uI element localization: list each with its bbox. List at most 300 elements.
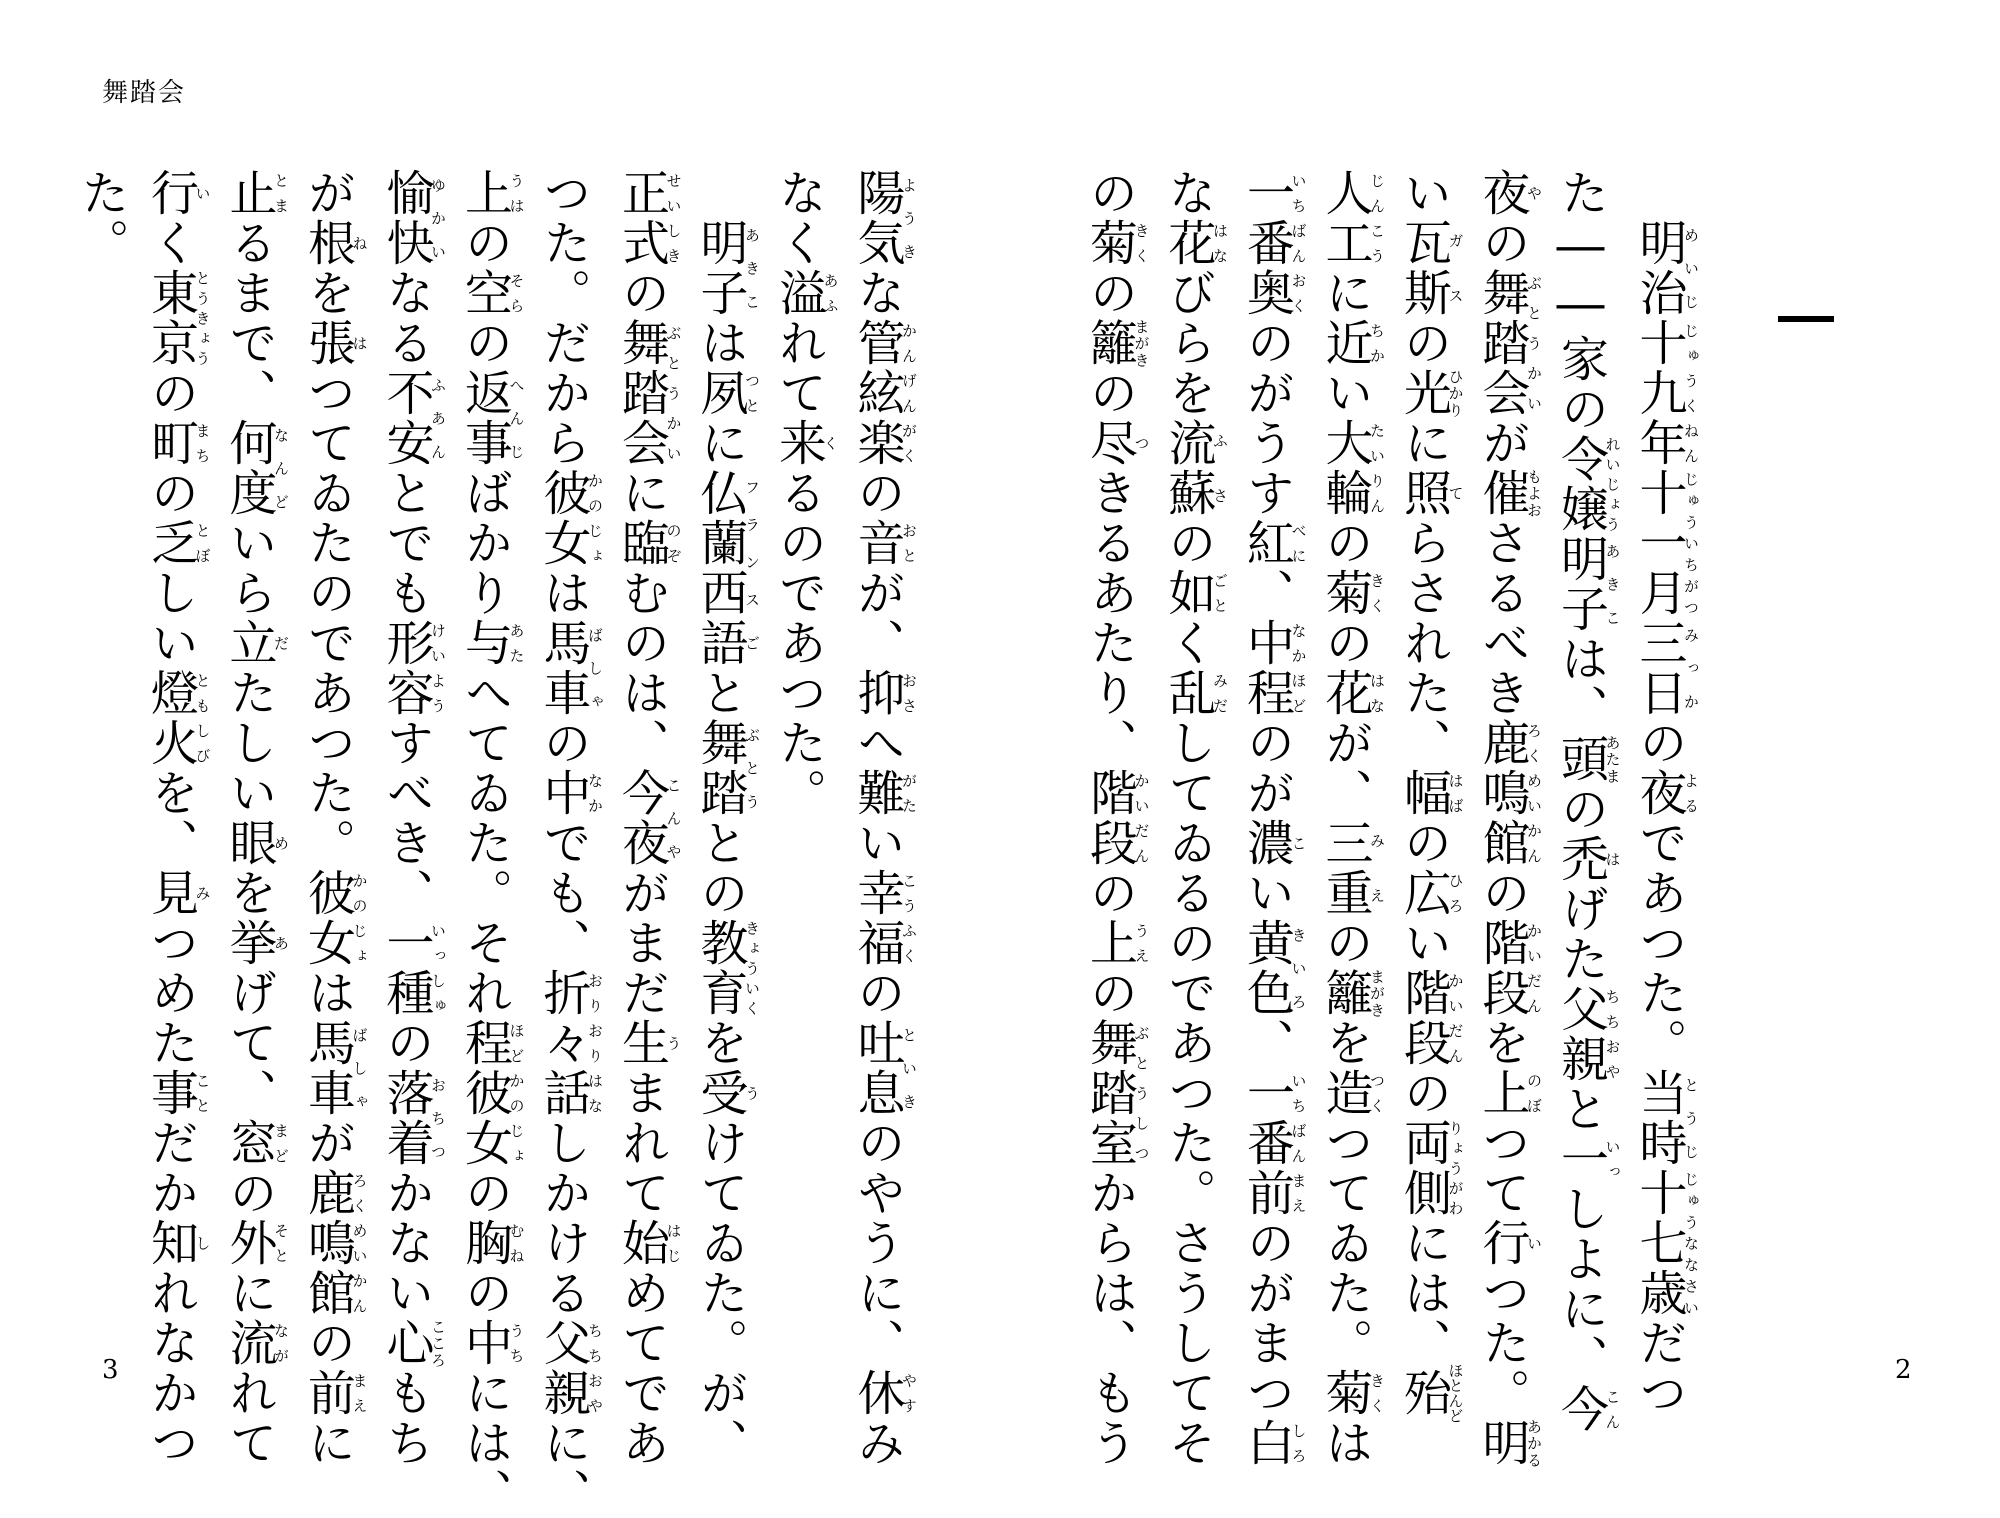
text-run: の: [613, 268, 670, 318]
furigana: ろくめいかん: [350, 1168, 369, 1318]
ruby-word: 鹿鳴館ろくめいかん: [299, 1168, 369, 1318]
ruby-word: 尽つ: [1081, 418, 1151, 468]
furigana: ろくめいかん: [1525, 718, 1543, 868]
furigana: うえ: [1132, 918, 1151, 968]
text-run: の: [849, 468, 905, 518]
ruby-word: 張は: [299, 318, 369, 368]
furigana: ちちおや: [586, 1318, 604, 1418]
furigana: こ: [1289, 818, 1308, 868]
furigana: へんじ: [507, 368, 526, 468]
furigana: せいしき: [664, 168, 683, 268]
furigana: なが: [272, 1318, 290, 1368]
furigana: ご: [743, 618, 761, 668]
text-column: [1160, 168, 1229, 1468]
furigana: まえ: [350, 1368, 369, 1418]
furigana: まがき: [1368, 968, 1386, 1018]
furigana: べに: [1289, 518, 1308, 568]
ruby-word: 父親ちちおや: [1552, 984, 1622, 1084]
ruby-word: 大輪たいりん: [1317, 418, 1386, 518]
furigana: ようき: [900, 168, 918, 268]
ruby-word: 陽気ようき: [849, 168, 918, 268]
text-run: のがうす: [1238, 318, 1295, 518]
text-run: な: [1160, 168, 1216, 218]
chapter-mark-text: [1778, 316, 1779, 317]
text-column: [70, 168, 132, 1318]
furigana: あきこ: [1603, 534, 1622, 634]
furigana: は: [1603, 834, 1622, 884]
furigana: とぼ: [193, 518, 212, 568]
ruby-word: 彼女かのじょ: [456, 1068, 526, 1168]
ruby-word: 十九年じゅうくねん: [1631, 318, 1700, 468]
text-run: に、: [535, 1418, 591, 1518]
ruby-word: 階段かいだん: [1395, 968, 1465, 1068]
furigana: ぶとうしつ: [1132, 1018, 1151, 1168]
text-run: まれて: [613, 1068, 670, 1218]
furigana: ふさ: [1211, 418, 1229, 518]
text-run: もち: [378, 1368, 434, 1468]
ruby-word: 与あた: [456, 618, 526, 668]
text-run: には、: [456, 1368, 513, 1518]
furigana: むね: [507, 1218, 526, 1268]
furigana: て: [1446, 468, 1465, 518]
furigana: かのじょ: [507, 1068, 526, 1168]
text-run: を: [1317, 1018, 1373, 1068]
furigana: いっ: [1603, 1134, 1622, 1184]
ruby-word: 三日みっか: [1631, 618, 1700, 718]
ruby-word: 正式せいしき: [613, 168, 683, 268]
text-run: の: [1081, 368, 1138, 418]
furigana: かのじょ: [350, 868, 369, 968]
ruby-word: 一いっ: [1552, 1134, 1622, 1184]
text-run: た。: [73, 168, 129, 268]
text-run: の: [1631, 718, 1687, 768]
furigana: ばしゃ: [586, 618, 604, 718]
ruby-word: 舞踏会ぶとうかい: [613, 318, 683, 468]
furigana: ばしゃ: [350, 1018, 369, 1118]
ruby-word: 広ひろ: [1395, 868, 1465, 918]
furigana: とうじ: [1682, 1068, 1700, 1168]
text-run: の: [1317, 618, 1373, 668]
ruby-word: 一種いっしゅ: [378, 918, 447, 1018]
furigana: あかる: [1525, 1418, 1543, 1468]
furigana: みっか: [1682, 618, 1700, 718]
text-run: であつた。: [1631, 818, 1687, 1068]
ruby-word: 燈火ともしび: [142, 668, 212, 768]
ruby-word: 照て: [1395, 468, 1465, 518]
text-run: でも、: [535, 818, 591, 968]
ruby-word: 管絃楽かんげんがく: [849, 318, 918, 468]
text-run: しい: [142, 568, 199, 668]
text-run: い: [849, 818, 905, 868]
ruby-word: 見み: [142, 868, 212, 918]
furigana: はば: [1446, 768, 1465, 818]
text-run: かない: [378, 1168, 434, 1318]
furigana: れいじょう: [1603, 434, 1622, 534]
furigana: あきこ: [743, 218, 761, 318]
text-run: に: [221, 1268, 277, 1318]
furigana: きいろ: [1289, 918, 1308, 1018]
ruby-word: 一番奥いちばんおく: [1238, 168, 1308, 318]
text-run: は: [299, 968, 356, 1018]
ruby-word: 夜や: [1474, 168, 1543, 218]
furigana: あた: [507, 618, 526, 668]
ruby-word: 東京とうきょう: [142, 268, 212, 368]
text-run: が: [299, 1118, 356, 1168]
furigana: あたま: [1603, 734, 1622, 784]
furigana: ガス: [1446, 218, 1465, 318]
ruby-word: 窓まど: [221, 1118, 290, 1168]
furigana: つ: [1132, 418, 1151, 468]
furigana: ひかり: [1446, 368, 1465, 418]
text-run: びらを: [1160, 268, 1216, 418]
furigana: はな: [586, 1068, 604, 1118]
furigana: もよお: [1525, 468, 1543, 518]
ruby-word: 愉快ゆかい: [378, 168, 447, 268]
furigana: がた: [900, 768, 918, 818]
furigana: こころ: [429, 1318, 447, 1368]
text-run: の: [221, 1168, 277, 1218]
text-run: なく: [770, 168, 827, 268]
text-run: なる: [378, 268, 434, 368]
text-run: を: [221, 868, 277, 918]
ruby-word: 明あかる: [1474, 1418, 1543, 1468]
furigana: みえ: [1368, 818, 1386, 918]
furigana: きく: [1368, 568, 1386, 618]
ruby-word: 催もよお: [1474, 468, 1543, 518]
furigana: こんや: [664, 768, 683, 868]
furigana: きく: [1132, 218, 1151, 268]
ruby-word: 幸福こうふく: [849, 868, 918, 968]
text-run: つた。: [1474, 1268, 1530, 1418]
ruby-word: 始はじ: [613, 1218, 683, 1268]
furigana: おと: [900, 518, 918, 568]
ruby-word: 知し: [142, 1218, 212, 1268]
text-run: いら: [221, 518, 277, 618]
text-run: の: [456, 218, 513, 268]
ruby-word: 根ね: [299, 218, 369, 268]
text-run: の: [849, 968, 905, 1018]
ruby-word: 一番前いちばんまえ: [1238, 1068, 1308, 1218]
ruby-word: 今夜こんや: [613, 768, 683, 868]
furigana: ほとんど: [1446, 1363, 1465, 1423]
text-run: [692, 168, 748, 218]
furigana: いちばんまえ: [1289, 1068, 1308, 1218]
ruby-word: 上のぼ: [1474, 1068, 1543, 1118]
text-run: の: [1474, 218, 1530, 268]
text-run: たしい: [221, 668, 277, 818]
ruby-word: 受う: [692, 1068, 761, 1118]
ruby-word: 中なか: [535, 768, 604, 818]
text-run: の: [1395, 1068, 1452, 1118]
text-run: すべき、: [378, 718, 434, 918]
ruby-word: 落着おちつ: [378, 1068, 447, 1168]
text-run: が: [1474, 418, 1530, 468]
text-run: さるべき: [1474, 518, 1530, 718]
text-run: の: [299, 1318, 356, 1368]
text-run: つめた: [142, 918, 199, 1068]
furigana: ぶとう: [743, 718, 761, 818]
ruby-word: 馬車ばしゃ: [535, 618, 604, 718]
ruby-word: 頭あたま: [1552, 734, 1622, 784]
furigana: かいだん: [1446, 968, 1465, 1068]
furigana: や: [1525, 168, 1543, 218]
text-run: るのであつた。: [770, 468, 827, 818]
text-run: げて、: [221, 968, 277, 1118]
text-run: しよに、: [1552, 1184, 1609, 1384]
furigana: かんげんがく: [900, 318, 918, 468]
ruby-word: 流蘇ふさ: [1160, 418, 1229, 518]
furigana: なかほど: [1289, 618, 1308, 718]
text-run: を: [299, 268, 356, 318]
text-run: く: [142, 218, 199, 268]
text-run: の: [456, 1268, 513, 1318]
furigana: かいだん: [1525, 918, 1543, 1018]
furigana: ごと: [1211, 568, 1229, 618]
text-run: の: [1474, 868, 1530, 918]
text-column: [456, 168, 526, 1518]
ruby-word: 夙つと: [692, 368, 761, 418]
text-run: の: [1552, 784, 1609, 834]
ruby-word: 胸むね: [456, 1218, 526, 1268]
ruby-word: 中程なかほど: [1238, 618, 1308, 718]
furigana: おちつ: [429, 1068, 447, 1168]
furigana: きく: [1368, 1368, 1386, 1418]
ruby-word: 返事へんじ: [456, 368, 526, 468]
ruby-word: 階段かいだん: [1474, 918, 1543, 1018]
furigana: りょうがわ: [1446, 1118, 1465, 1218]
ruby-word: 令嬢れいじょう: [1552, 434, 1622, 534]
text-column: [378, 168, 447, 1468]
text-column: [535, 168, 604, 1518]
text-column: [1317, 168, 1386, 1468]
furigana: よる: [1682, 768, 1700, 818]
furigana: ひろ: [1446, 868, 1465, 918]
furigana: フランス: [743, 468, 761, 618]
furigana: う: [743, 1068, 761, 1118]
ruby-word: 階段かいだん: [1081, 768, 1151, 868]
furigana: かのじょ: [586, 468, 604, 568]
ruby-word: 籬まがき: [1317, 968, 1386, 1018]
ruby-word: 事こと: [142, 1068, 212, 1118]
ruby-word: 禿は: [1552, 834, 1622, 884]
furigana: ちか: [1368, 318, 1386, 368]
furigana: い: [193, 168, 212, 218]
text-run: の: [1081, 268, 1138, 318]
text-column: [692, 168, 761, 1468]
ruby-word: 菊きく: [1081, 218, 1151, 268]
ruby-word: 光ひかり: [1395, 368, 1465, 418]
furigana: なんど: [272, 418, 290, 518]
ruby-word: 幅はば: [1395, 768, 1465, 818]
ruby-word: 舞踏会ぶとうかい: [1474, 268, 1543, 418]
furigana: めいじ: [1682, 218, 1700, 318]
text-run: の: [142, 368, 199, 418]
ruby-word: 不安ふあん: [378, 368, 447, 468]
ruby-word: 黄色きいろ: [1238, 918, 1308, 1018]
furigana: うち: [507, 1318, 526, 1368]
ruby-word: 花はな: [1160, 218, 1229, 268]
furigana: とま: [272, 168, 290, 218]
furigana: こん: [1603, 1384, 1622, 1434]
ruby-word: 仏蘭西フランス: [692, 468, 761, 618]
ruby-word: 人工じんこう: [1317, 168, 1386, 268]
furigana: ちちおや: [1603, 984, 1622, 1084]
ruby-word: 来く: [770, 418, 840, 468]
text-run: の: [1081, 168, 1138, 218]
ruby-word: 殆ほとんど: [1395, 1363, 1465, 1423]
furigana: まち: [193, 418, 212, 468]
text-run: へ: [849, 718, 905, 768]
text-run: つて: [1474, 1118, 1530, 1218]
text-column: [221, 168, 290, 1468]
text-run: は: [692, 318, 748, 368]
text-run: つてゐたのであつた。: [299, 368, 356, 868]
furigana: い: [1525, 1218, 1543, 1268]
furigana: つく: [1368, 1068, 1386, 1118]
ruby-word: 如ごと: [1160, 568, 1229, 618]
furigana: はな: [1211, 218, 1229, 268]
ruby-word: 抑おさ: [849, 668, 918, 718]
text-run: きるあたり、: [1081, 468, 1138, 768]
furigana: みだ: [1211, 668, 1229, 718]
text-run: むのは、: [613, 568, 670, 768]
text-run: い: [1395, 168, 1452, 218]
furigana: やす: [900, 1368, 918, 1418]
text-run: い: [1238, 868, 1295, 918]
ruby-word: 立だ: [221, 618, 290, 668]
text-run: た――家の: [1552, 168, 1609, 434]
chapter-mark: [1778, 316, 1834, 322]
furigana: つと: [743, 368, 761, 418]
text-run: の: [456, 1168, 513, 1218]
furigana: は: [350, 318, 369, 368]
ruby-word: 彼女かのじょ: [535, 468, 604, 568]
text-run: 、: [1238, 568, 1295, 618]
text-run: 、: [1238, 1018, 1295, 1068]
text-run: の: [535, 718, 591, 768]
text-run: が: [299, 168, 356, 218]
ruby-word: 難がた: [849, 768, 918, 818]
ruby-word: 臨のぞ: [613, 518, 683, 568]
furigana: そと: [272, 1218, 290, 1268]
text-run: の: [1395, 818, 1452, 868]
text-run: を、: [142, 768, 199, 868]
furigana: おさ: [900, 668, 918, 718]
text-run: れて: [770, 318, 827, 418]
text-column: [1395, 168, 1465, 1423]
ruby-word: 花はな: [1317, 668, 1386, 718]
ruby-word: 外そと: [221, 1218, 290, 1268]
text-run: してゐるのであつた。さうしてそ: [1160, 718, 1216, 1468]
text-run: だか: [142, 1118, 199, 1218]
ruby-word: 行い: [1474, 1218, 1543, 1268]
ruby-word: 濃こ: [1238, 818, 1308, 868]
text-run: の: [1081, 968, 1138, 1018]
text-run: けてゐた。が、: [692, 1118, 748, 1468]
ruby-word: 菊きく: [1317, 568, 1386, 618]
ruby-word: 三重みえ: [1317, 818, 1386, 918]
furigana: たいりん: [1368, 418, 1386, 518]
text-column: [849, 168, 918, 1468]
text-run: に: [299, 1418, 356, 1468]
text-run: だつ: [1631, 1318, 1687, 1418]
furigana: とうきょう: [193, 268, 212, 368]
furigana: そら: [507, 268, 526, 318]
text-run: と: [692, 668, 748, 718]
furigana: ともしび: [193, 668, 212, 768]
text-run: [1631, 168, 1687, 218]
text-run: れなかつ: [142, 1268, 199, 1468]
text-run: のが: [1238, 718, 1295, 818]
text-run: との: [692, 818, 748, 918]
furigana: はな: [1368, 668, 1386, 718]
ruby-word: 今こん: [1552, 1384, 1622, 1434]
ruby-word: 前まえ: [299, 1368, 369, 1418]
text-run: げた: [1552, 884, 1609, 984]
furigana: み: [193, 868, 212, 918]
ruby-word: 吐息といき: [849, 1018, 918, 1118]
text-run: の: [1081, 868, 1138, 918]
furigana: こと: [193, 1068, 212, 1118]
furigana: ふあん: [429, 368, 447, 468]
furigana: あふ: [821, 268, 840, 318]
ruby-word: 上うえ: [1081, 918, 1151, 968]
furigana: ね: [350, 218, 369, 268]
text-run: れて: [221, 1368, 277, 1468]
ruby-word: 造つく: [1317, 1068, 1386, 1118]
text-column: [1474, 168, 1543, 1468]
text-column: [1238, 168, 1308, 1468]
text-run: に: [1395, 418, 1452, 468]
furigana: うは: [507, 168, 526, 218]
ruby-word: 当時とうじ: [1631, 1068, 1700, 1168]
ruby-word: 明子あきこ: [692, 218, 761, 318]
text-run: の: [1317, 518, 1373, 568]
text-run: に: [1317, 268, 1373, 318]
text-run: つてゐた。: [1317, 1118, 1373, 1368]
ruby-word: 彼女かのじょ: [299, 868, 369, 968]
ruby-word: 止とま: [221, 168, 290, 218]
furigana: め: [272, 818, 290, 868]
ruby-word: 父親ちちおや: [535, 1318, 604, 1418]
furigana: じゅうななさい: [1682, 1168, 1700, 1318]
text-run: な: [849, 268, 905, 318]
ruby-word: 空そら: [456, 268, 526, 318]
furigana: こうふく: [900, 868, 918, 968]
ruby-word: 心こころ: [378, 1318, 447, 1368]
ruby-word: 語ご: [692, 618, 761, 668]
furigana: ほど: [507, 1018, 526, 1068]
text-column: [142, 168, 212, 1468]
text-run: のやうに、: [849, 1118, 905, 1368]
furigana: だ: [272, 618, 290, 668]
text-run: に: [692, 418, 748, 468]
ruby-word: 舞踏ぶとう: [692, 718, 761, 818]
furigana: し: [193, 1218, 212, 1268]
text-run: とでも: [378, 468, 434, 618]
furigana: あ: [272, 918, 290, 968]
text-run: の: [1395, 318, 1452, 368]
furigana: じゅういちがつ: [1682, 468, 1700, 618]
ruby-word: 乏とぼ: [142, 518, 212, 568]
furigana: じんこう: [1368, 168, 1386, 268]
ruby-word: 乱みだ: [1160, 668, 1229, 718]
text-run: からは、もう: [1081, 1168, 1138, 1468]
text-run: が、: [849, 568, 905, 668]
text-run: と: [1552, 1084, 1609, 1134]
ruby-word: 馬車ばしゃ: [299, 1018, 369, 1118]
ruby-word: 行い: [142, 168, 212, 218]
